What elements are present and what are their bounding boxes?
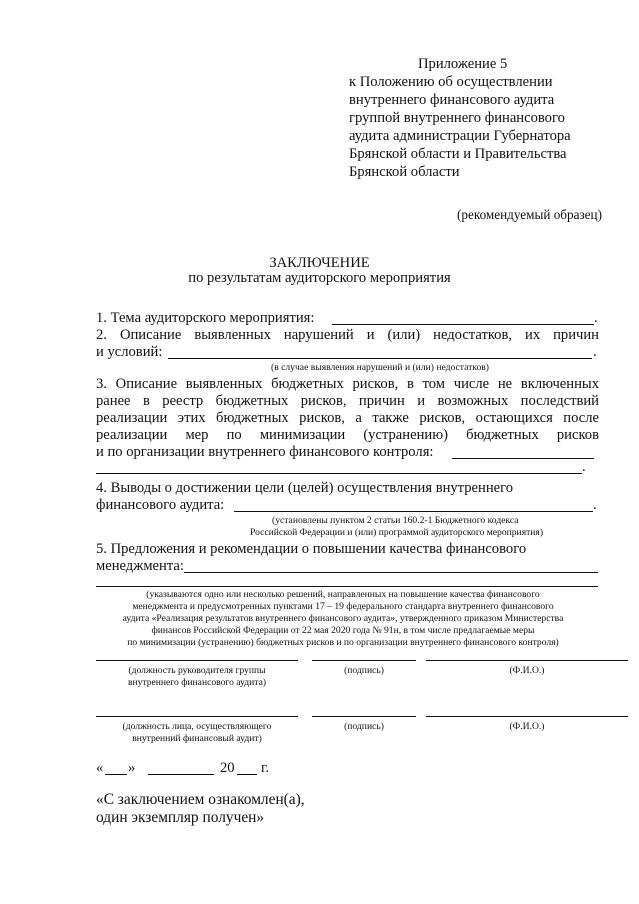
item3-fill-line — [452, 458, 594, 459]
item5-fill-line-2 — [96, 586, 598, 587]
item5-line2: менеджмента: — [96, 558, 184, 574]
position-caption: (должность руководителя группы — [128, 665, 266, 676]
acknowledgment-line1: «С заключением ознакомлен(а), — [96, 791, 305, 808]
period: . — [593, 344, 597, 360]
name-line — [426, 716, 628, 717]
item2-fill-line — [168, 358, 592, 359]
item4-hint: Российской Федерации и (или) программой аудиторского мероприятия) — [250, 527, 544, 538]
appendix-line: Брянской области — [349, 164, 460, 180]
item2-line1: 2. Описание выявленных нарушений и (или) недостатков, их причин — [96, 327, 599, 343]
position-line — [96, 660, 298, 661]
name-caption: (Ф.И.О.) — [509, 665, 545, 676]
item4-line2: финансового аудита: — [96, 497, 225, 513]
item3-line1: 3. Описание выявленных бюджетных рисков, в том числе не включенных — [96, 376, 599, 392]
name-caption: (Ф.И.О.) — [509, 721, 545, 732]
position-line — [96, 716, 298, 717]
document-subtitle: по результатам аудиторского мероприятия — [188, 270, 451, 286]
position-caption: (должность лица, осуществляющего — [122, 721, 272, 732]
appendix-line: внутреннего финансового аудита — [349, 92, 555, 108]
quote-open: « — [96, 760, 104, 776]
item1-label: 1. Тема аудиторского мероприятия: — [96, 310, 315, 326]
signature-caption: (подпись) — [344, 665, 384, 676]
period: . — [594, 310, 598, 326]
item3-line3: реализации этих бюджетных рисков, а также рисков, остающихся после — [96, 410, 599, 426]
position-caption: внутреннего финансового аудита) — [127, 677, 267, 688]
signature-line — [312, 660, 416, 661]
item5-line1: 5. Предложения и рекомендации о повышении качества финансового — [96, 541, 527, 557]
month-line — [148, 774, 214, 775]
item2-line2: и условий: — [96, 344, 163, 360]
item5-fill-line — [184, 572, 598, 573]
year-suffix: г. — [261, 760, 269, 776]
year-line — [237, 774, 257, 775]
document-title: ЗАКЛЮЧЕНИЕ — [269, 255, 370, 271]
sample-note: (рекомендуемый образец) — [457, 207, 602, 222]
acknowledgment-line2: один экземпляр получен» — [96, 809, 265, 826]
item4-line1: 4. Выводы о достижении цели (целей) осуществления внутреннего — [96, 480, 514, 496]
appendix-line: Приложение 5 — [418, 56, 508, 72]
appendix-line: группой внутреннего финансового — [349, 110, 565, 126]
position-caption: внутренний финансовый аудит) — [132, 733, 262, 744]
item3-line5: и по организации внутреннего финансового контроля: — [96, 444, 434, 460]
item4-hint: (установлены пунктом 2 статьи 160.2-1 Бюджетного кодекса — [272, 515, 519, 526]
item3-line4: реализации мер по минимизации (устранению) бюджетных рисков — [96, 427, 599, 443]
item3-fill-line-2 — [96, 473, 582, 474]
quote-close: » — [128, 760, 136, 776]
period: . — [582, 459, 586, 475]
name-line — [426, 660, 628, 661]
appendix-line: Брянской области и Правительства — [349, 146, 567, 162]
day-line — [105, 774, 127, 775]
item3-line2: ранее в реестр бюджетных рисков, причин и возможных последствий — [96, 393, 599, 409]
period: . — [593, 497, 597, 513]
item4-fill-line — [234, 511, 593, 512]
appendix-line: к Положению об осуществлении — [349, 74, 553, 90]
item2-hint: (в случае выявления нарушений и (или) недостатков) — [271, 362, 489, 373]
appendix-line: аудита администрации Губернатора — [349, 128, 571, 144]
signature-caption: (подпись) — [344, 721, 384, 732]
year-prefix: 20 — [220, 760, 235, 776]
signature-line — [312, 716, 416, 717]
item1-fill-line — [332, 324, 594, 325]
